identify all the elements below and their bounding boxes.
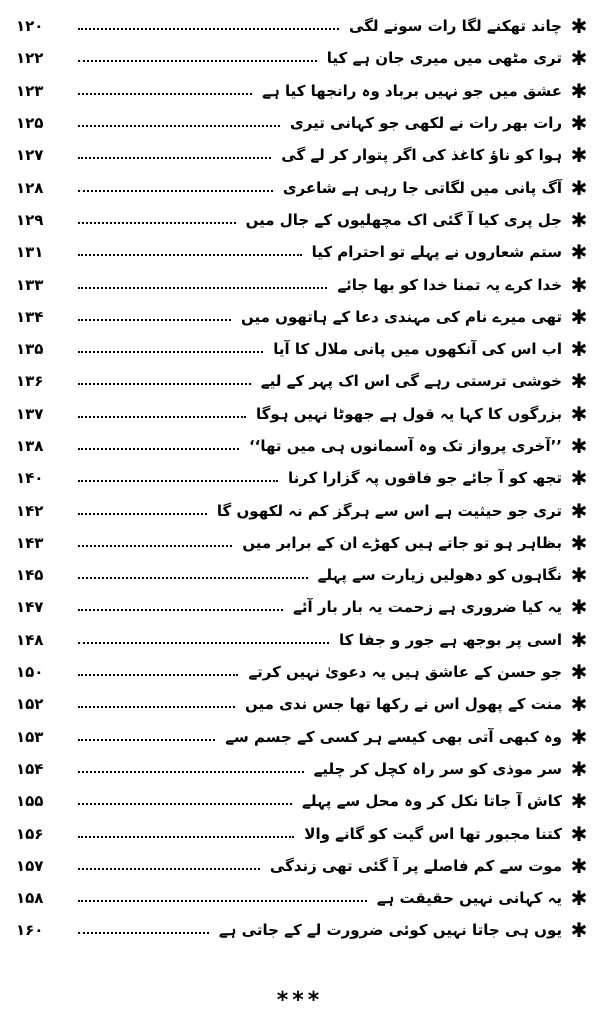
- asterisk-bullet-icon: ✱: [570, 434, 588, 458]
- page-number: ۱۲۹: [16, 210, 44, 229]
- entry-title: یہ کہانی نہیں حقیقت ہے: [376, 889, 562, 908]
- dot-leader: [78, 803, 292, 805]
- toc-entry: [12, 365, 592, 397]
- dot-leader: [78, 28, 339, 30]
- dot-leader: [78, 93, 252, 95]
- dot-leader: [78, 222, 236, 224]
- page-number: ۱۲۲: [16, 49, 44, 68]
- dot-leader: [78, 416, 246, 418]
- page-number: ۱۲۸: [16, 178, 44, 197]
- toc-entry: [12, 430, 592, 462]
- dot-leader: [78, 868, 260, 870]
- toc-entry: [12, 785, 592, 817]
- asterisk-bullet-icon: ✱: [570, 821, 588, 846]
- page-number: ۱۴۰: [16, 469, 44, 488]
- toc-entry: [12, 624, 592, 656]
- entry-title: چاند تھکنے لگا رات سونے لگی: [349, 17, 562, 36]
- entry-title: آگ پانی میں لگاتی جا رہی ہے شاعری: [282, 178, 562, 197]
- entry-title: عشق میں جو نہیں برباد وہ رانجھا کیا ہے: [262, 81, 562, 100]
- asterisk-bullet-icon: ✱: [570, 207, 588, 232]
- dot-leader: [78, 254, 302, 256]
- toc-entry: [12, 817, 592, 849]
- toc-entry: [12, 753, 592, 785]
- toc-entry: [12, 850, 592, 882]
- asterisk-bullet-icon: ✱: [570, 756, 588, 781]
- asterisk-bullet-icon: ✱: [570, 789, 588, 814]
- entry-title: ہوا کو ناؤ کاغذ کی اگر پتوار کر لے گی: [281, 146, 562, 165]
- entry-title: وہ کبھی آتی بھی کیسے ہر کسی کے جسم سے: [225, 727, 562, 746]
- asterisk-bullet-icon: ✱: [570, 78, 588, 103]
- entry-title: منت کے پھول اس نے رکھا تھا جس ندی میں: [244, 695, 562, 714]
- dot-leader: [78, 706, 235, 708]
- footer-ornament: ***: [276, 988, 324, 1013]
- toc-entry: [12, 882, 592, 914]
- page-number: ۱۲۳: [16, 81, 44, 100]
- toc-entry: [12, 494, 592, 526]
- table-of-contents: [12, 10, 592, 947]
- dot-leader: [78, 932, 209, 934]
- asterisk-bullet-icon: ✱: [570, 240, 588, 265]
- asterisk-bullet-icon: ✱: [570, 886, 588, 911]
- asterisk-bullet-icon: ✱: [570, 498, 588, 523]
- dot-leader: [78, 190, 273, 192]
- toc-entry: [12, 10, 592, 42]
- asterisk-bullet-icon: ✱: [570, 143, 588, 168]
- asterisk-bullet-icon: ✱: [570, 272, 588, 297]
- asterisk-bullet-icon: ✱: [570, 14, 588, 39]
- page-number: ۱۴۳: [16, 533, 44, 552]
- page-number: ۱۵۴: [16, 759, 44, 778]
- entry-title: تری جو حیثیت ہے اس سے ہرگز کم نہ لکھوں گا: [216, 501, 562, 520]
- toc-entry: [12, 107, 592, 139]
- asterisk-bullet-icon: ✱: [570, 337, 588, 362]
- dot-leader: [78, 383, 251, 385]
- entry-title: اب اس کی آنکھوں میں پانی ملال کا آیا: [273, 340, 562, 359]
- dot-leader: [78, 60, 317, 62]
- entry-title: بزرگوں کا کہا یہ قول ہے جھوٹا نہیں ہوگا: [255, 404, 562, 423]
- asterisk-bullet-icon: ✱: [570, 369, 588, 394]
- asterisk-bullet-icon: ✱: [570, 111, 588, 136]
- entry-title: اسی پر بوجھ ہے جور و جفا کا: [339, 630, 562, 649]
- page-number: ۱۳۱: [16, 243, 44, 262]
- dot-leader: [78, 836, 294, 838]
- toc-entry: [12, 301, 592, 333]
- entry-title: تجھ کو آ جائے جو فاقوں پہ گزارا کرنا: [288, 469, 562, 488]
- entry-title: تری مٹھی میں میری جان ہے کیا: [326, 49, 562, 68]
- page-number: ۱۵۰: [16, 663, 44, 682]
- page-number: ۱۴۸: [16, 630, 44, 649]
- toc-entry: [12, 204, 592, 236]
- dot-leader: [78, 739, 215, 741]
- page-number: ۱۴۲: [16, 501, 44, 520]
- entry-title: یوں ہی جاتا نہیں کوئی ضرورت لے کے جاتی ہے: [218, 921, 562, 940]
- toc-entry: [12, 75, 592, 107]
- entry-title: نگاہوں کو دھولیں زیارت سے پہلے: [317, 566, 562, 585]
- page-number: ۱۲۰: [16, 17, 44, 36]
- entry-title: سر موذی کو سر راہ کچل کر چلیے: [313, 759, 562, 778]
- toc-entry: [12, 42, 592, 74]
- entry-title: رات بھر رات نے لکھی جو کہانی تیری: [290, 114, 562, 133]
- page-number: ۱۵۵: [16, 792, 44, 811]
- dot-leader: [78, 674, 238, 676]
- dot-leader: [78, 577, 308, 579]
- page-number: ۱۵۷: [16, 856, 44, 875]
- page-number: ۱۳۶: [16, 372, 44, 391]
- dot-leader: [78, 545, 232, 547]
- toc-entry: [12, 559, 592, 591]
- dot-leader: [78, 157, 271, 159]
- entry-title: یہ کیا ضروری ہے زحمت یہ بار بار آئے: [293, 598, 562, 617]
- dot-leader: [78, 480, 278, 482]
- toc-entry: [12, 398, 592, 430]
- entry-title: ستم شعاروں نے پہلے تو احترام کیا: [311, 243, 562, 262]
- page-number: ۱۳۵: [16, 340, 44, 359]
- entry-title: بظاہر ہو تو جاتے ہیں کھڑے ان کے برابر میں: [242, 533, 562, 552]
- asterisk-bullet-icon: ✱: [570, 692, 588, 717]
- page-number: ۱۴۵: [16, 566, 44, 585]
- entry-title: جل پری کیا آ گئی اک مچھلیوں کے جال میں: [245, 210, 562, 229]
- toc-entry: [12, 268, 592, 300]
- page-number: ۱۵۳: [16, 727, 44, 746]
- page-number: ۱۲۷: [16, 146, 44, 165]
- toc-entry: [12, 171, 592, 203]
- page-number: ۱۵۲: [16, 695, 44, 714]
- entry-title: ’’آخری پرواز تک وہ آسمانوں ہی میں تھا‘‘: [248, 437, 562, 455]
- entry-title: تھی میرے نام کی مہندی دعا کے ہاتھوں میں: [241, 307, 562, 326]
- toc-entry: [12, 688, 592, 720]
- toc-entry: [12, 236, 592, 268]
- page-number: ۱۳۳: [16, 275, 44, 294]
- dot-leader: [78, 642, 329, 644]
- entry-title: جو حسن کے عاشق ہیں یہ دعویٰ نہیں کرتے: [248, 663, 562, 682]
- asterisk-bullet-icon: ✱: [570, 627, 588, 652]
- asterisk-bullet-icon: ✱: [570, 660, 588, 685]
- asterisk-bullet-icon: ✱: [570, 466, 588, 491]
- entry-title: خوشی ترستی رہے گی اس اک پہر کے لیے: [260, 372, 562, 391]
- asterisk-bullet-icon: ✱: [570, 530, 588, 555]
- page-number: ۱۵۶: [16, 824, 44, 843]
- dot-leader: [78, 900, 367, 902]
- page-number: ۱۴۷: [16, 598, 44, 617]
- dot-leader: [78, 513, 207, 515]
- page-number: ۱۳۴: [16, 307, 44, 326]
- dot-leader: [78, 351, 263, 353]
- asterisk-bullet-icon: ✱: [570, 595, 588, 620]
- entry-title: کاش آ جاتا نکل کر وہ محل سے پہلے: [302, 792, 562, 811]
- asterisk-bullet-icon: ✱: [570, 304, 588, 329]
- toc-entry: [12, 656, 592, 688]
- asterisk-bullet-icon: ✱: [570, 46, 588, 71]
- asterisk-bullet-icon: ✱: [570, 724, 588, 749]
- dot-leader: [78, 609, 283, 611]
- page-number: ۱۶۰: [16, 921, 44, 940]
- dot-leader: [78, 287, 327, 289]
- toc-entry: [12, 721, 592, 753]
- page-number: ۱۳۸: [16, 437, 44, 455]
- asterisk-bullet-icon: ✱: [570, 563, 588, 588]
- entry-title: کتنا مجبور تھا اس گیت کو گانے والا: [304, 824, 562, 843]
- entry-title: خدا کرے یہ تمنا خدا کو بھا جائے: [337, 275, 562, 294]
- dot-leader: [78, 448, 239, 450]
- toc-entry: [12, 462, 592, 494]
- dot-leader: [78, 319, 231, 321]
- dot-leader: [78, 125, 280, 127]
- entry-title: موت سے کم فاصلے پر آ گئی تھی زندگی: [269, 856, 562, 875]
- dot-leader: [78, 771, 304, 773]
- toc-entry: [12, 139, 592, 171]
- toc-entry: [12, 333, 592, 365]
- asterisk-bullet-icon: ✱: [570, 853, 588, 878]
- toc-entry: [12, 527, 592, 559]
- page-number: ۱۵۸: [16, 889, 44, 908]
- toc-entry: [12, 591, 592, 623]
- page-number: ۱۳۷: [16, 404, 44, 423]
- page-number: ۱۲۵: [16, 114, 44, 133]
- toc-entry: [12, 914, 592, 946]
- asterisk-bullet-icon: ✱: [570, 918, 588, 943]
- asterisk-bullet-icon: ✱: [570, 175, 588, 200]
- asterisk-bullet-icon: ✱: [570, 401, 588, 426]
